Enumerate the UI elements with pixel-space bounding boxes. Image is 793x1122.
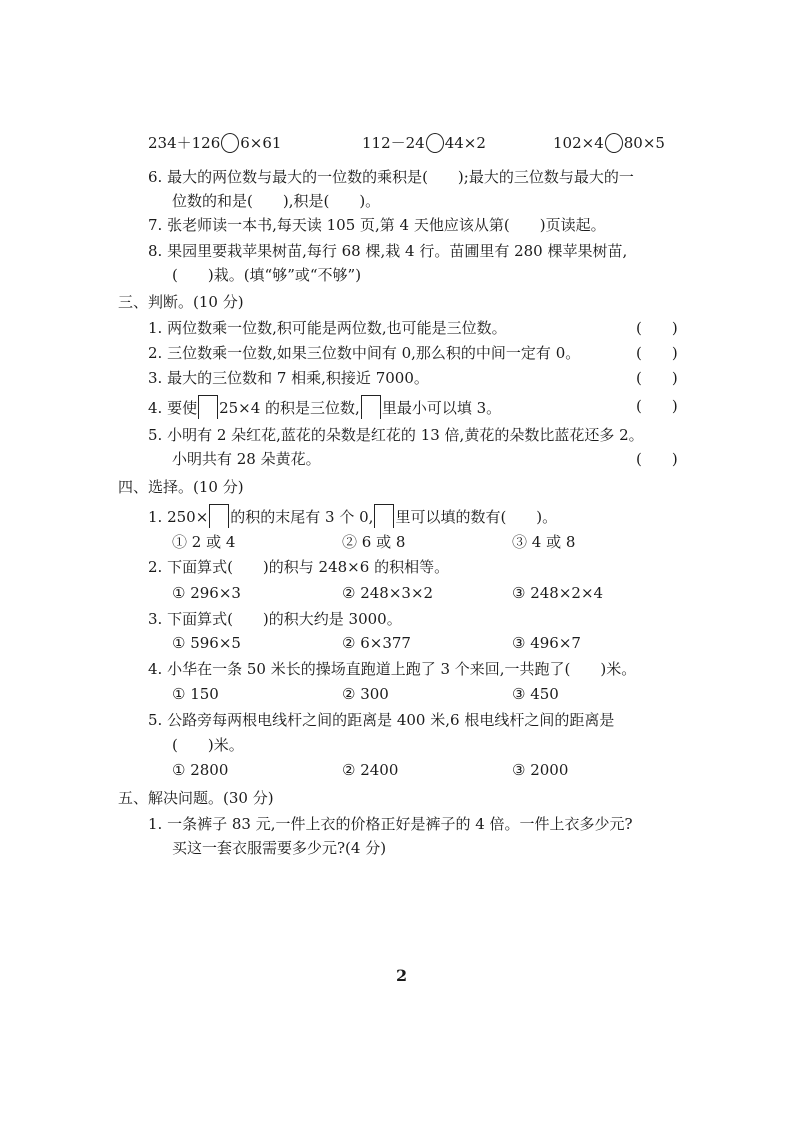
fill-q6-line2: 位数的和是( ),积是( )。 [172,192,381,210]
choice-q4-option-3[interactable]: ③ 450 [512,685,559,703]
solve-q1-line2: 买这一套衣服需要多少元?(4 分) [172,839,387,857]
compare-left: 102×4 [553,134,604,152]
compare-circle-blank[interactable] [605,133,623,153]
choice-q3: 3. 下面算式( )的积大约是 3000。 [148,610,402,628]
choice-q1-option-3[interactable]: ③ 4 或 8 [512,533,576,551]
choice-q5-line2: ( )米。 [172,736,244,754]
compare-left: 112－24 [362,134,425,152]
compare-left: 234＋126 [148,134,221,152]
choice-q5-option-2[interactable]: ② 2400 [342,761,399,779]
choice-q2-option-3[interactable]: ③ 248×2×4 [512,584,604,602]
judge-q4 [148,395,501,419]
choice-q5-line1: 5. 公路旁每两根电线杆之间的距离是 400 米,6 根电线杆之间的距离是 [148,711,615,729]
compare-right: 80×5 [623,134,665,152]
choice-q1-option-2[interactable]: ② 6 或 8 [342,533,406,551]
choice-q1-part-c: 里可以填的数有( )。 [395,508,558,526]
choice-q1-option-1[interactable]: ① 2 或 4 [172,533,236,551]
section-judge-heading: 三、判断。(10 分) [118,293,244,311]
choice-q2: 2. 下面算式( )的积与 248×6 的积相等。 [148,558,450,576]
choice-q4-option-2[interactable]: ② 300 [342,685,389,703]
choice-q3-option-1[interactable]: ① 596×5 [172,634,241,652]
solve-q1-line1: 1. 一条裤子 83 元,一件上衣的价格正好是裤子的 4 倍。一件上衣多少元? [148,815,633,833]
choice-q3-option-3[interactable]: ③ 496×7 [512,634,581,652]
judge-q2-answer[interactable]: ( ) [636,344,678,362]
compare-right: 44×2 [444,134,486,152]
judge-q4-part-c: 里最小可以填 3。 [381,399,502,417]
judge-q4-part-a: 4. 要使 [148,399,198,417]
judge-q4-box-blank[interactable] [361,395,381,419]
judge-q3-answer[interactable]: ( ) [636,369,678,387]
judge-q5-line1: 5. 小明有 2 朵红花,蓝花的朵数是红花的 13 倍,黄花的朵数比蓝花还多 2。 [148,426,644,444]
section-solve-heading: 五、解决问题。(30 分) [118,789,274,807]
choice-q1-part-a: 1. 250× [148,508,209,526]
compare-item-1 [148,132,281,154]
section-choice-heading: 四、选择。(10 分) [118,478,244,496]
judge-q1-answer[interactable]: ( ) [636,319,678,337]
page-number: 2 [396,966,408,985]
fill-q8-line2: ( )栽。(填“够”或“不够”) [172,266,362,284]
choice-q5-option-1[interactable]: ① 2800 [172,761,229,779]
fill-q8-line1: 8. 果园里要栽苹果树苗,每行 68 棵,栽 4 行。苗圃里有 280 棵苹果树苗, [148,242,628,260]
judge-q5-answer[interactable]: ( ) [636,450,678,468]
compare-circle-blank[interactable] [221,133,239,153]
judge-q4-part-b: 25×4 的积是三位数, [219,399,360,417]
choice-q4-option-1[interactable]: ① 150 [172,685,219,703]
choice-q2-option-1[interactable]: ① 296×3 [172,584,241,602]
judge-q1: 1. 两位数乘一位数,积可能是两位数,也可能是三位数。 [148,319,507,337]
fill-q7: 7. 张老师读一本书,每天读 105 页,第 4 天他应该从第( )页读起。 [148,216,606,234]
judge-q3: 3. 最大的三位数和 7 相乘,积接近 7000。 [148,369,429,387]
compare-right: 6×61 [240,134,282,152]
judge-q5-line2: 小明共有 28 朵黄花。 [172,450,321,468]
compare-item-2 [362,132,486,154]
compare-circle-blank[interactable] [426,133,444,153]
choice-q1-box-blank[interactable] [209,504,229,528]
compare-item-3 [553,132,665,154]
fill-q6-line1: 6. 最大的两位数与最大的一位数的乘积是( );最大的三位数与最大的一 [148,168,634,186]
choice-q3-option-2[interactable]: ② 6×377 [342,634,411,652]
choice-q2-option-2[interactable]: ② 248×3×2 [342,584,434,602]
judge-q4-answer[interactable]: ( ) [636,397,678,415]
choice-q5-option-3[interactable]: ③ 2000 [512,761,569,779]
choice-q1-part-b: 的积的末尾有 3 个 0, [230,508,374,526]
judge-q2: 2. 三位数乘一位数,如果三位数中间有 0,那么积的中间一定有 0。 [148,344,581,362]
choice-q1-box-blank[interactable] [374,504,394,528]
choice-q4: 4. 小华在一条 50 米长的操场直跑道上跑了 3 个来回,一共跑了( )米。 [148,660,637,678]
judge-q4-box-blank[interactable] [198,395,218,419]
choice-q1 [148,504,557,528]
